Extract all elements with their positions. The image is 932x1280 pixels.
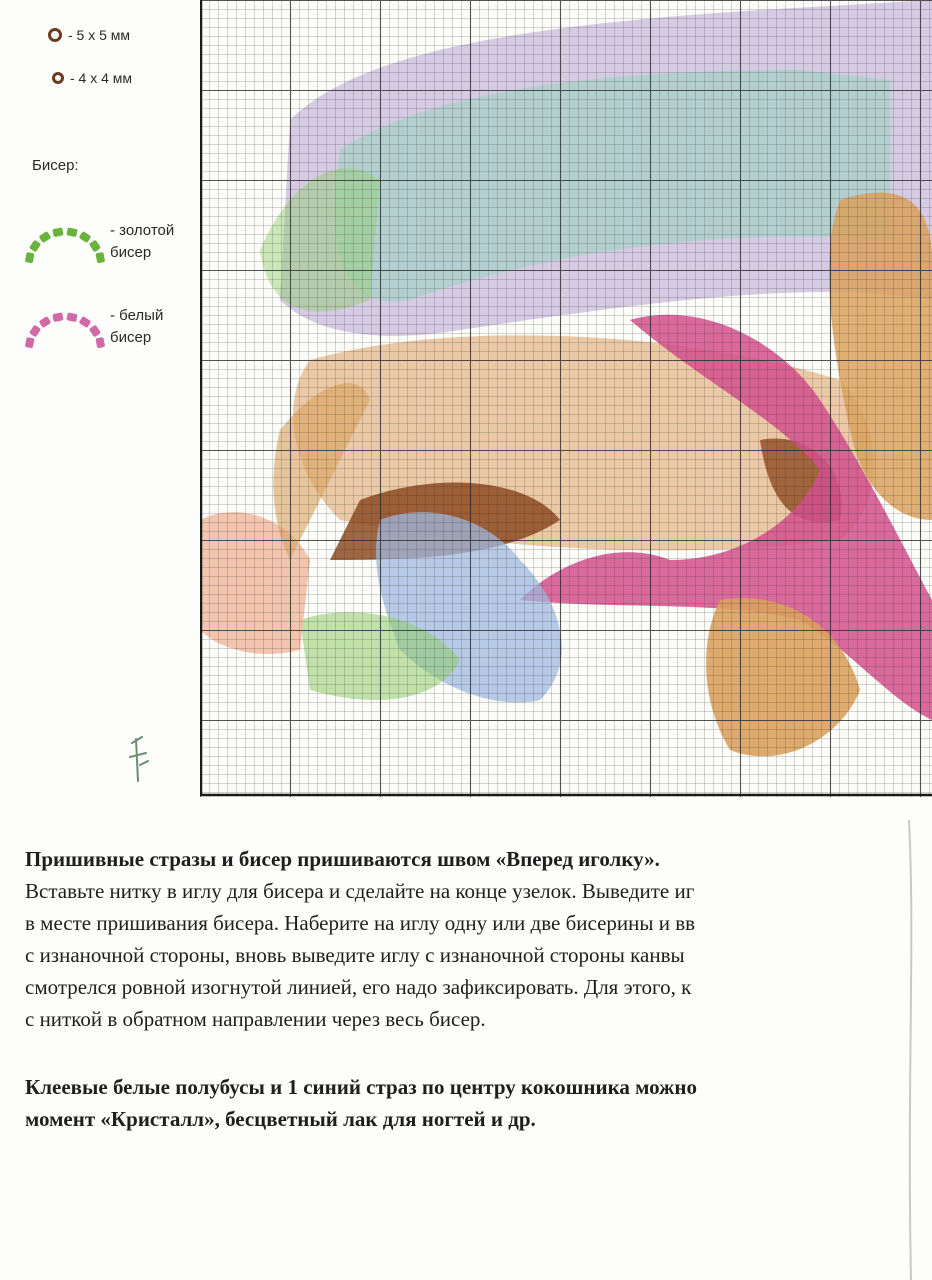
- rhinestone-ring-icon: [48, 28, 62, 42]
- pencil-mark: [128, 735, 152, 785]
- instructions-line: в месте пришивания бисера. Наберите на иглу одну или две бисерины и вв: [25, 911, 696, 935]
- instructions-block: [25, 843, 905, 1135]
- legend-label: - 4 x 4 мм: [70, 70, 133, 86]
- page-edge: [903, 820, 932, 1280]
- instructions-line: Вставьте нитку в иглу для бисера и сделайте на конце узелок. Выведите иг: [25, 879, 695, 903]
- instructions-title: Пришивные стразы и бисер пришиваются швом «Вперед иголку».: [25, 847, 660, 871]
- legend-row-rhinestone-4mm: [52, 70, 132, 86]
- cross-stitch-chart: [200, 0, 932, 797]
- instructions-line: смотрелся ровной изогнутой линией, его надо зафиксировать. Для этого, к: [25, 975, 692, 999]
- instructions-line: с ниткой в обратном направлении через весь бисер.: [25, 1007, 486, 1031]
- legend-label: - 5 x 5 мм: [68, 27, 131, 43]
- glue-note-line: Клеевые белые полубусы и 1 синий страз по центру кокошника можно: [25, 1075, 697, 1099]
- bead-label-gold: - золотой бисер: [110, 222, 175, 261]
- bead-entry-white: [20, 305, 195, 365]
- rhinestone-ring-icon: [52, 72, 64, 84]
- legend: [0, 0, 195, 400]
- beads-title: Бисер:: [32, 157, 79, 174]
- glue-note-line: момент «Кристалл», бесцветный лак для ногтей и др.: [25, 1107, 536, 1131]
- instructions-line: с изнаночной стороны, вновь выведите иглу с изнаночной стороны канвы: [25, 943, 685, 967]
- bead-arc-icon: [20, 305, 110, 353]
- legend-row-rhinestone-5mm: [48, 27, 130, 43]
- bead-arc-icon: [20, 220, 110, 268]
- stitch-grid: [200, 0, 932, 797]
- bead-entry-gold: [20, 220, 195, 280]
- bead-label-white: - белый бисер: [110, 307, 164, 346]
